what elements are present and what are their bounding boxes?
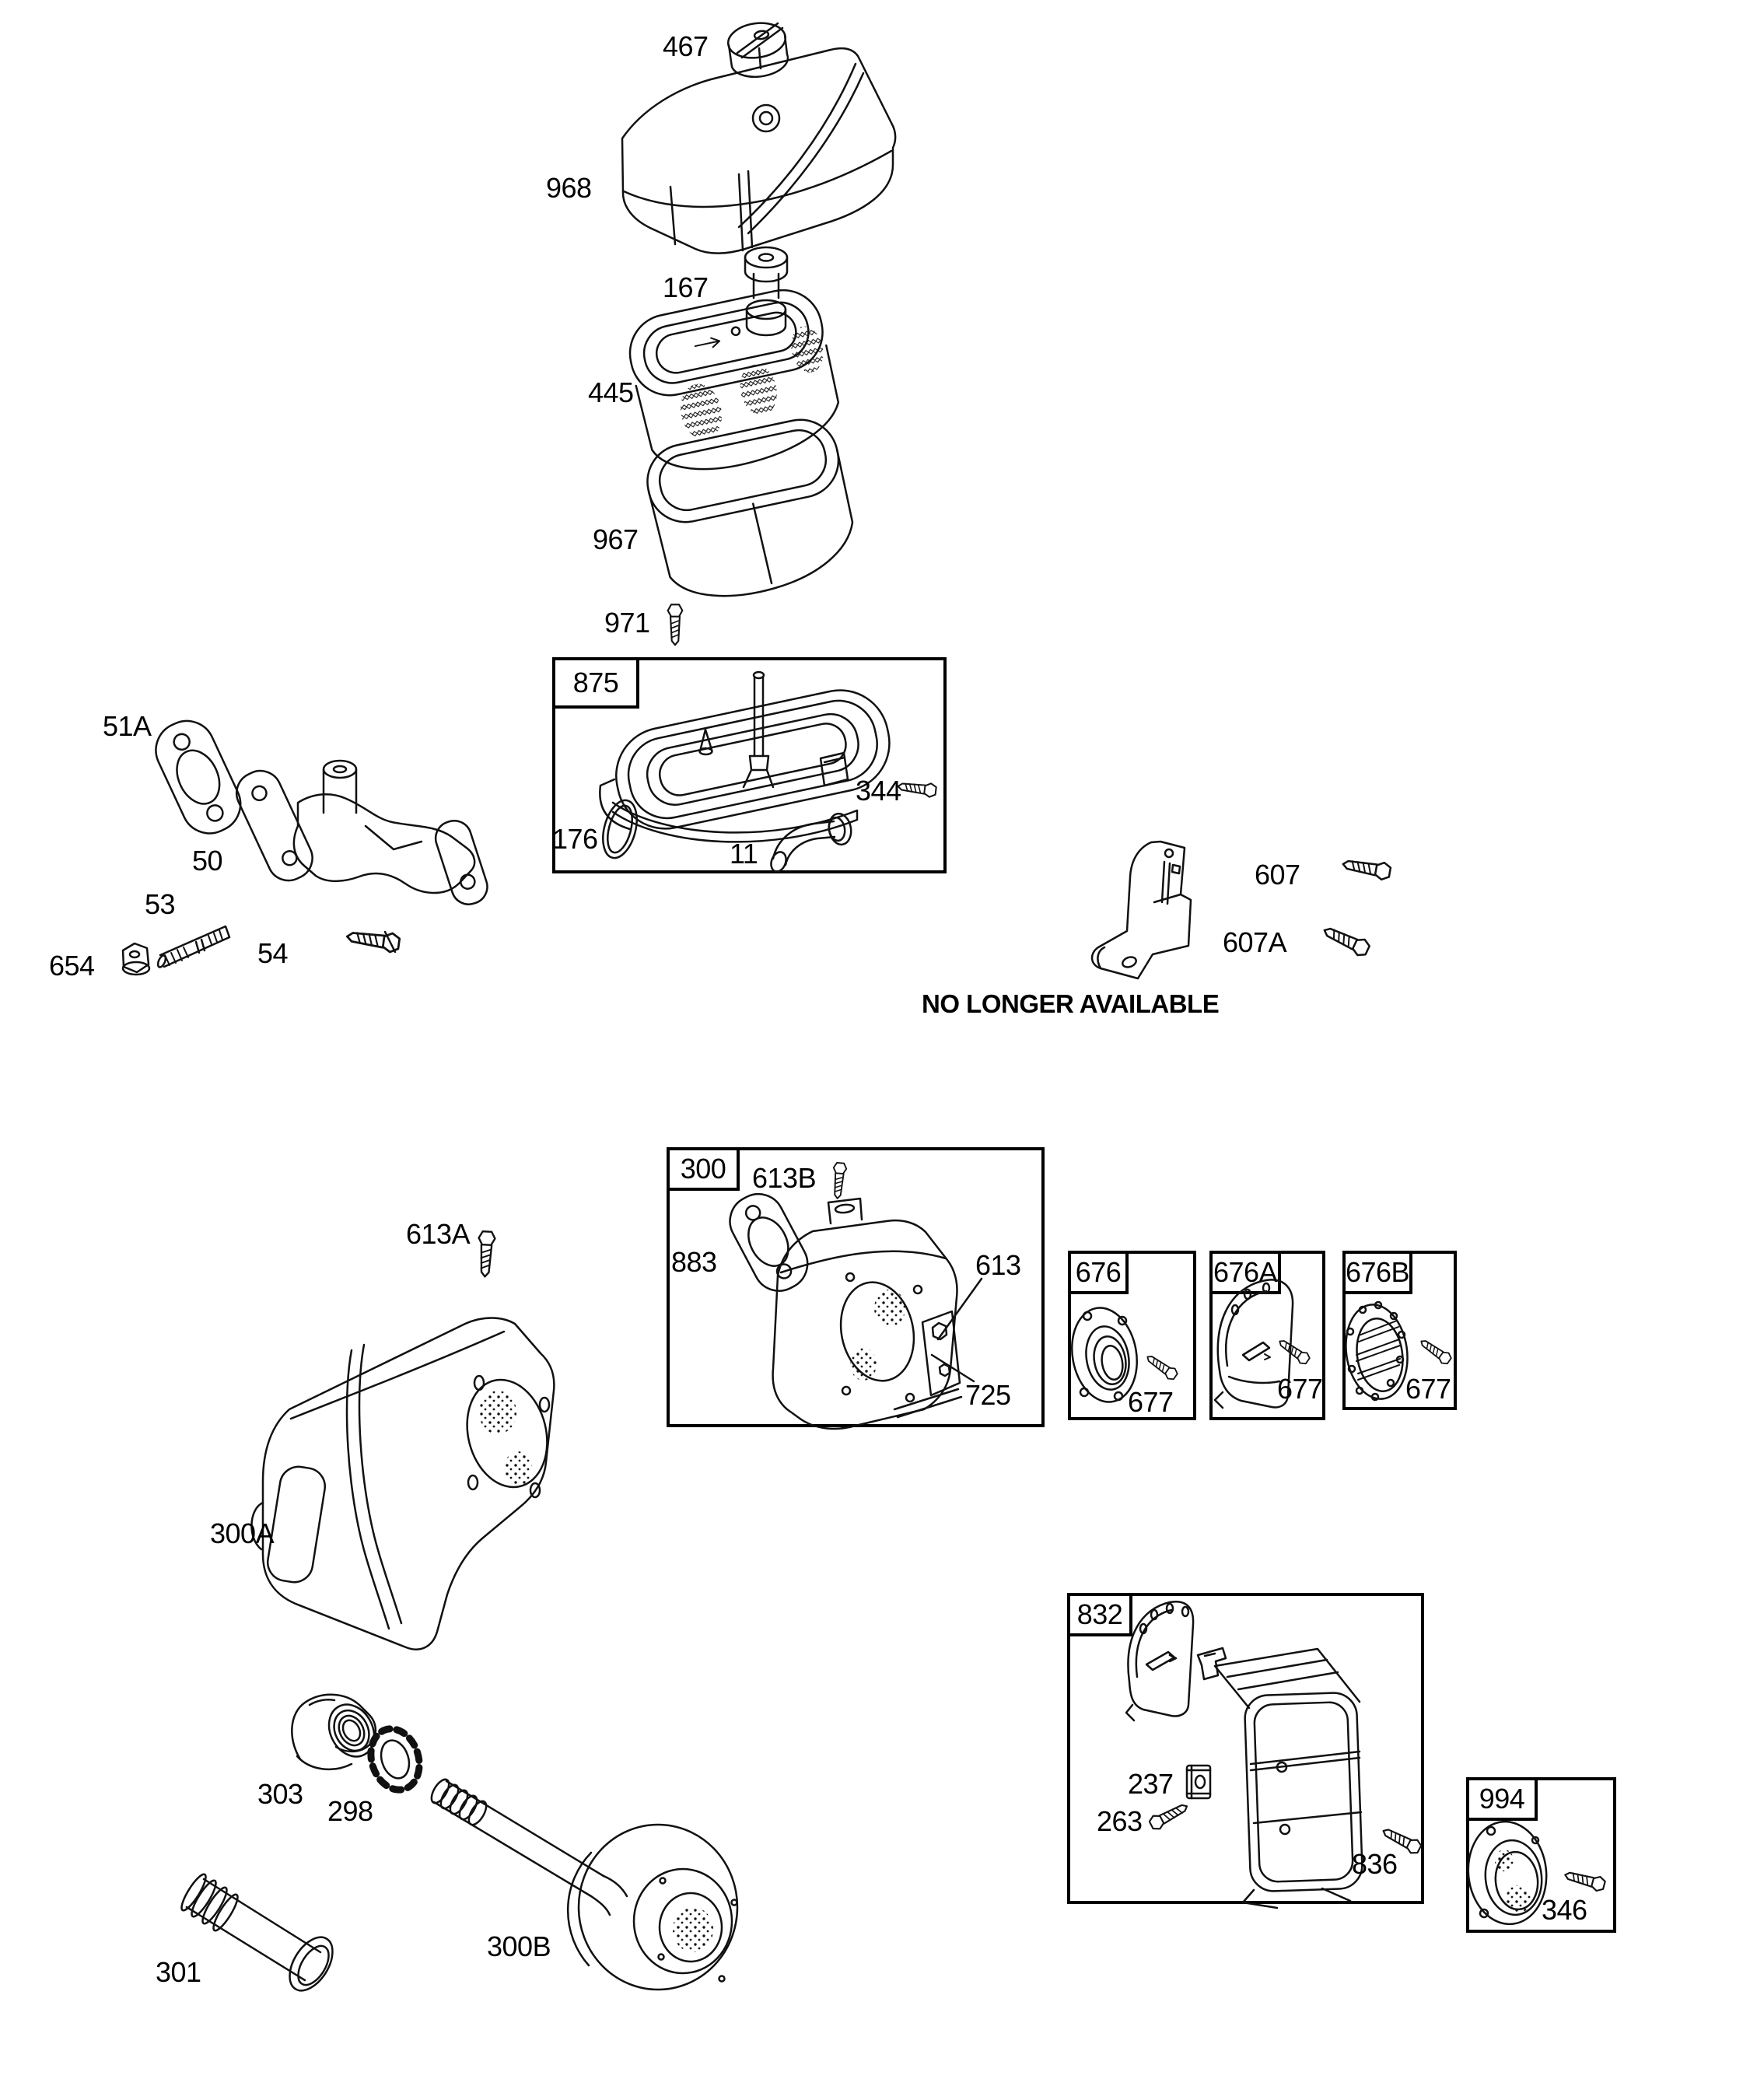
callout-167: 167	[663, 271, 709, 303]
callout-467: 467	[663, 30, 709, 62]
callout-967: 967	[593, 523, 639, 555]
callout-725: 725	[965, 1379, 1011, 1411]
callout-54: 54	[257, 937, 289, 969]
screw-613A-drawing	[477, 1231, 495, 1277]
group-label-832: 832	[1067, 1593, 1132, 1636]
callout-613A: 613A	[406, 1218, 471, 1250]
screw-607-drawing	[1342, 856, 1391, 880]
callout-300A: 300A	[210, 1517, 275, 1549]
callout-11: 11	[730, 838, 758, 870]
callout-883: 883	[671, 1246, 717, 1278]
base-875-drawing	[597, 672, 936, 873]
callout-53: 53	[145, 888, 176, 920]
group-label-676A: 676A	[1209, 1251, 1281, 1294]
leader-line-725	[932, 1355, 974, 1381]
callout-968: 968	[546, 172, 592, 204]
tube-11-drawing	[768, 812, 853, 873]
screw-971-drawing	[668, 604, 683, 645]
callout-613B: 613B	[752, 1162, 817, 1194]
screw-344-drawing	[898, 779, 937, 797]
callout-607A: 607A	[1223, 926, 1287, 958]
filter-445-drawing	[623, 283, 847, 483]
callout-836: 836	[1352, 1848, 1398, 1880]
bracket-nla-drawing	[1092, 842, 1191, 978]
group-label-676B: 676B	[1342, 1251, 1412, 1294]
callout-445: 445	[588, 376, 634, 408]
leader-line-613	[938, 1279, 982, 1339]
callout-298: 298	[327, 1795, 373, 1827]
screw-607A-drawing	[1321, 922, 1371, 958]
spacer-167-drawing	[745, 247, 787, 335]
group-label-875: 875	[552, 657, 639, 709]
group-label-300: 300	[667, 1147, 740, 1191]
screw-54-drawing	[346, 927, 401, 953]
callout-607: 607	[1255, 859, 1300, 891]
callout-677-676A: 677	[1277, 1373, 1323, 1405]
callout-346: 346	[1542, 1894, 1587, 1926]
callout-303: 303	[257, 1778, 303, 1810]
callout-237: 237	[1128, 1768, 1174, 1800]
callout-677-676B: 677	[1405, 1373, 1451, 1405]
gasket-883-drawing	[721, 1185, 817, 1300]
callout-51A: 51A	[103, 710, 152, 742]
muffler-300A-drawing	[251, 1318, 558, 1650]
callout-677-676: 677	[1128, 1386, 1174, 1418]
clip-237-drawing	[1187, 1766, 1210, 1798]
callout-300B: 300B	[487, 1930, 551, 1962]
callout-301: 301	[156, 1956, 201, 1988]
callout-176: 176	[552, 823, 598, 855]
group-label-994: 994	[1466, 1777, 1538, 1821]
screw-263-drawing	[1148, 1800, 1191, 1832]
gasket-51A-drawing	[147, 712, 250, 842]
washer-298-drawing	[363, 1723, 427, 1797]
availability-note: NO LONGER AVAILABLE	[922, 989, 1220, 1018]
pipe-301-drawing	[178, 1871, 341, 1997]
cover-968-drawing	[622, 48, 895, 254]
group-label-676: 676	[1068, 1251, 1129, 1294]
callout-613: 613	[975, 1249, 1021, 1281]
callout-344: 344	[856, 775, 901, 807]
muffler-300B-drawing	[428, 1776, 737, 1990]
manifold-50-drawing	[229, 761, 492, 908]
callout-263: 263	[1097, 1805, 1143, 1837]
stud-53-drawing	[156, 926, 229, 968]
callout-654: 654	[49, 950, 95, 982]
precleaner-967-drawing	[641, 413, 863, 611]
screw-346-companion-drawing	[1563, 1868, 1606, 1892]
nut-654-drawing	[123, 943, 149, 975]
callout-50: 50	[192, 845, 223, 877]
callout-971: 971	[604, 607, 650, 639]
screw-613B-drawing	[831, 1163, 846, 1199]
muffler-300-group-drawing	[721, 1163, 982, 1429]
